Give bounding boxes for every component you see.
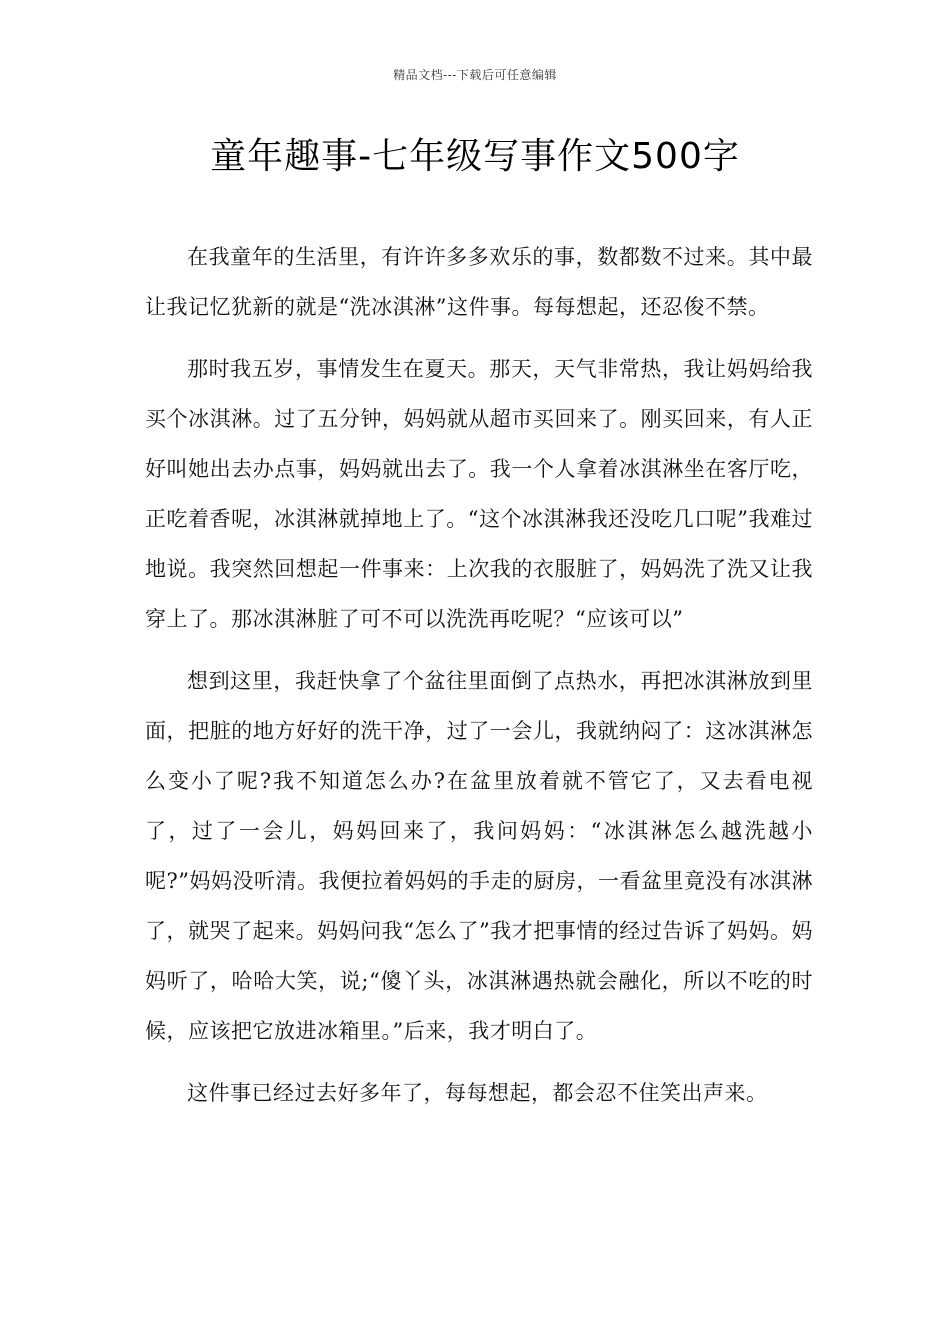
paragraph-4: 这件事已经过去好多年了，每每想起，都会忍不住笑出声来。: [187, 1081, 768, 1105]
document-title: 童年趣事-七年级写事作文500字: [210, 136, 740, 177]
header-note: 精品文档---下载后可任意编辑: [393, 68, 557, 82]
paragraph-2: 那时我五岁，事情发生在夏天。那天，天气非常热，我让妈妈给我买个冰淇淋。过了五分钟，妈妈就从超市买回来了。刚买回来，有人正好叫她出去办点事，妈妈就出去了。我一个人拿着冰淇淋坐在客厅吃，正吃着香呢，冰淇淋就掉地上了。“这个冰淇淋我还没吃几口呢”我难过地说。我突然回想起一件事来：上次我的衣服脏了，妈妈洗了洗又让我穿上了。那冰淇淋脏了可不可以洗洗再吃呢？“应该可以”: [145, 357, 813, 631]
document-body: [145, 232, 813, 1130]
paragraph-1: 在我童年的生活里，有许许多多欢乐的事，数都数不过来。其中最让我记忆犹新的就是“洗冰淇淋”这件事。每每想起，还忍俊不禁。: [145, 245, 813, 319]
paragraph-3: 想到这里，我赶快拿了个盆往里面倒了点热水，再把冰淇淋放到里面，把脏的地方好好的洗干净，过了一会儿，我就纳闷了：这冰淇淋怎么变小了呢?我不知道怎么办?在盆里放着就不管它了，又去看电视了，过了一会儿，妈妈回来了，我问妈妈：“冰淇淋怎么越洗越小呢?”妈妈没听清。我便拉着妈妈的手走的厨房，一看盆里竟没有冰淇淋了，就哭了起来。妈妈问我“怎么了”我才把事情的经过告诉了妈妈。妈妈听了，哈哈大笑，说;“傻丫头，冰淇淋遇热就会融化，所以不吃的时候，应该把它放进冰箱里。”后来，我才明白了。: [145, 669, 813, 1043]
